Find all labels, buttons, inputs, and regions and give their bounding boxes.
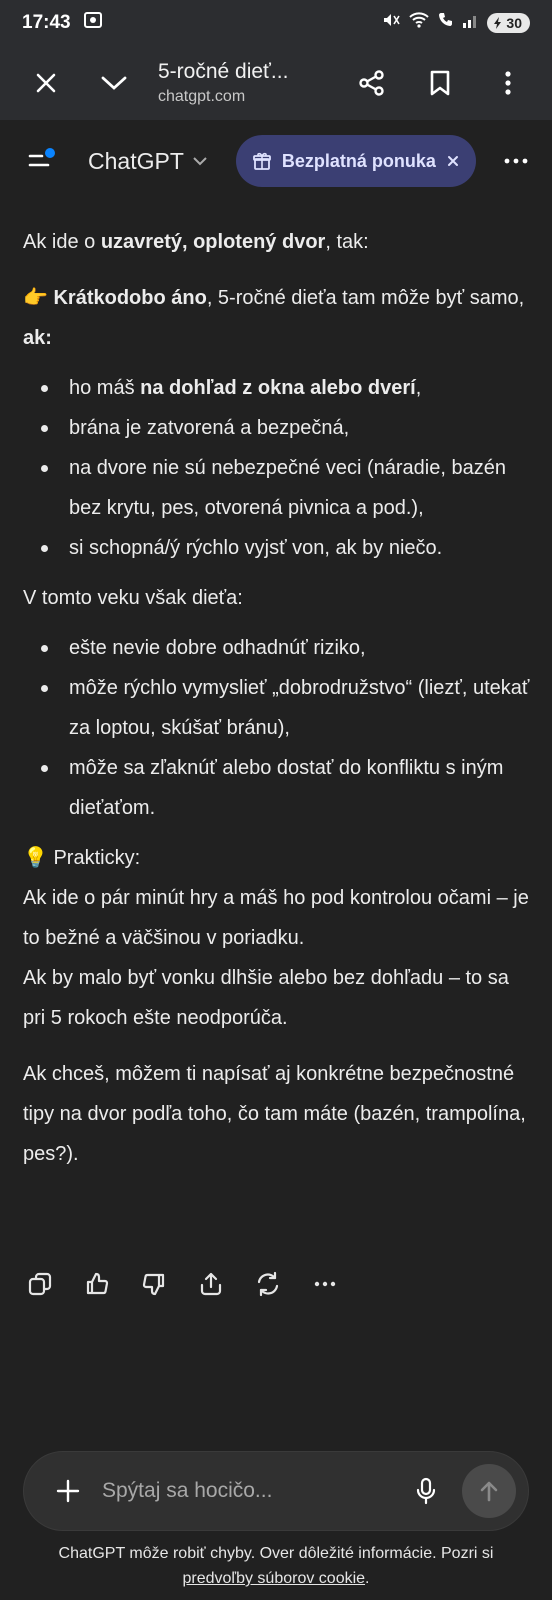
status-bar	[0, 0, 552, 46]
list-item	[23, 528, 533, 568]
plus-icon	[55, 1478, 81, 1504]
age-intro: V tomto veku však dieťa:	[23, 587, 243, 609]
intro-text: Ak ide o	[23, 231, 101, 253]
browser-toolbar	[0, 46, 552, 120]
microphone-icon	[415, 1477, 437, 1505]
mute-icon	[381, 10, 401, 36]
promo-label: Bezplatná ponuka	[281, 150, 436, 171]
intro-suffix: , tak:	[325, 231, 369, 253]
list-item	[23, 448, 533, 528]
status-time: 17:43	[22, 12, 71, 33]
lightbulb-emoji: 💡	[23, 847, 48, 869]
message-actions	[22, 1266, 343, 1302]
list-item: ešte nevie dobre odhadnúť riziko,	[23, 628, 533, 668]
bookmark-icon	[428, 69, 452, 97]
more-actions-button[interactable]	[307, 1266, 343, 1302]
pointing-hand-emoji: 👉	[23, 287, 48, 309]
item-text: brána je zatvorená a bezpečná,	[69, 417, 350, 439]
collapse-button[interactable]	[84, 53, 144, 113]
offer-paragraph: Ak chceš, môžem ti napísať aj konkrétne bezpečnostné tipy na dvor podľa toho, čo tam máte (bazén, trampolína, pes?).	[23, 1063, 526, 1165]
browser-menu-button[interactable]	[478, 53, 538, 113]
item-text: si schopná/ý rýchlo vyjsť von, ak by niečo.	[69, 537, 443, 559]
disclaimer-footer	[0, 1541, 552, 1591]
list-item: môže sa zľaknúť alebo dostať do konfliktu s iným dieťaťom.	[23, 748, 533, 828]
gift-icon	[252, 151, 272, 171]
thumbs-down-icon	[141, 1271, 167, 1297]
chat-options-button[interactable]	[496, 141, 536, 181]
message-composer	[23, 1451, 529, 1531]
copy-icon	[27, 1271, 53, 1297]
sidebar-toggle-button[interactable]	[22, 141, 62, 181]
wifi-icon	[408, 10, 430, 36]
sidebar-menu-icon	[22, 141, 62, 181]
intro-bold: uzavretý, oplotený dvor	[100, 231, 326, 253]
app-title-label: ChatGPT	[88, 147, 184, 174]
page-domain: chatgpt.com	[158, 88, 246, 105]
thumbs-up-icon	[84, 1271, 110, 1297]
chevron-down-icon	[192, 155, 208, 167]
item-bold: na dohľad z okna alebo dverí	[140, 377, 416, 399]
thumbs-down-button[interactable]	[136, 1266, 172, 1302]
chevron-down-icon	[100, 73, 128, 93]
share-icon	[358, 69, 386, 97]
battery-level: 30	[506, 15, 522, 31]
copy-button[interactable]	[22, 1266, 58, 1302]
item-text: na dvore nie sú nebezpečné veci (náradie, bazén bez krytu, pes, otvorená pivnica a pod.),	[69, 457, 506, 519]
model-selector[interactable]	[88, 148, 208, 175]
call-icon	[437, 10, 455, 36]
more-horizontal-icon	[504, 158, 528, 164]
message-input[interactable]: Spýtaj sa hocičo...	[102, 1479, 273, 1502]
free-offer-chip[interactable]	[236, 135, 476, 187]
conditions-list	[23, 368, 533, 568]
battery-indicator	[487, 13, 530, 33]
share-message-button[interactable]	[193, 1266, 229, 1302]
practical-heading	[23, 838, 533, 878]
list-item	[23, 368, 533, 408]
thumbs-up-button[interactable]	[79, 1266, 115, 1302]
close-icon	[34, 71, 58, 95]
list-item: môže rýchlo vymyslieť „dobrodružstvo“ (liezť, utekať za loptou, skúšať bránu),	[23, 668, 533, 748]
practical-label: Prakticky:	[53, 847, 141, 869]
assistant-message	[23, 222, 533, 1174]
more-horizontal-icon	[314, 1281, 336, 1287]
kebab-menu-icon	[504, 70, 512, 96]
bookmark-button[interactable]	[410, 53, 470, 113]
send-button[interactable]	[462, 1464, 516, 1518]
share-button[interactable]	[342, 53, 402, 113]
short-term-paragraph	[23, 278, 533, 358]
age-points-list	[23, 628, 533, 828]
close-tab-button[interactable]	[16, 53, 76, 113]
page-title: 5-ročné dieť...	[158, 60, 289, 83]
short-bold: Krátkodobo áno	[53, 287, 207, 309]
bolt-icon	[493, 17, 503, 29]
add-attachment-button[interactable]	[48, 1471, 88, 1511]
signal-icon	[462, 11, 480, 35]
screen-record-icon	[83, 10, 103, 36]
footer-end: .	[365, 1570, 370, 1587]
item-text: ho máš	[69, 377, 141, 399]
practical-line-2: Ak by malo byť vonku dlhšie alebo bez dohľadu – to sa pri 5 rokoch ešte neodporúča.	[23, 967, 509, 1029]
regenerate-button[interactable]	[250, 1266, 286, 1302]
refresh-icon	[255, 1271, 281, 1297]
practical-line-1: Ak ide o pár minút hry a máš ho pod kontrolou očami – je to bežné a väčšinou v poriadku.	[23, 887, 529, 949]
list-item	[23, 408, 533, 448]
short-bold-2: ak:	[23, 327, 52, 349]
app-header	[0, 120, 552, 202]
disclaimer-text: ChatGPT môže robiť chyby. Over dôležité informácie. Pozri si	[58, 1545, 494, 1562]
arrow-up-icon	[478, 1479, 500, 1503]
item-suffix: ,	[415, 377, 422, 399]
close-icon[interactable]	[446, 154, 460, 168]
page-title-block[interactable]	[144, 60, 342, 106]
short-text: , 5-ročné dieťa tam môže byť samo,	[206, 287, 525, 309]
cookie-preferences-link[interactable]: predvoľby súborov cookie	[182, 1570, 366, 1587]
upload-icon	[198, 1271, 224, 1297]
voice-input-button[interactable]	[406, 1471, 446, 1511]
intro-paragraph	[23, 222, 533, 262]
